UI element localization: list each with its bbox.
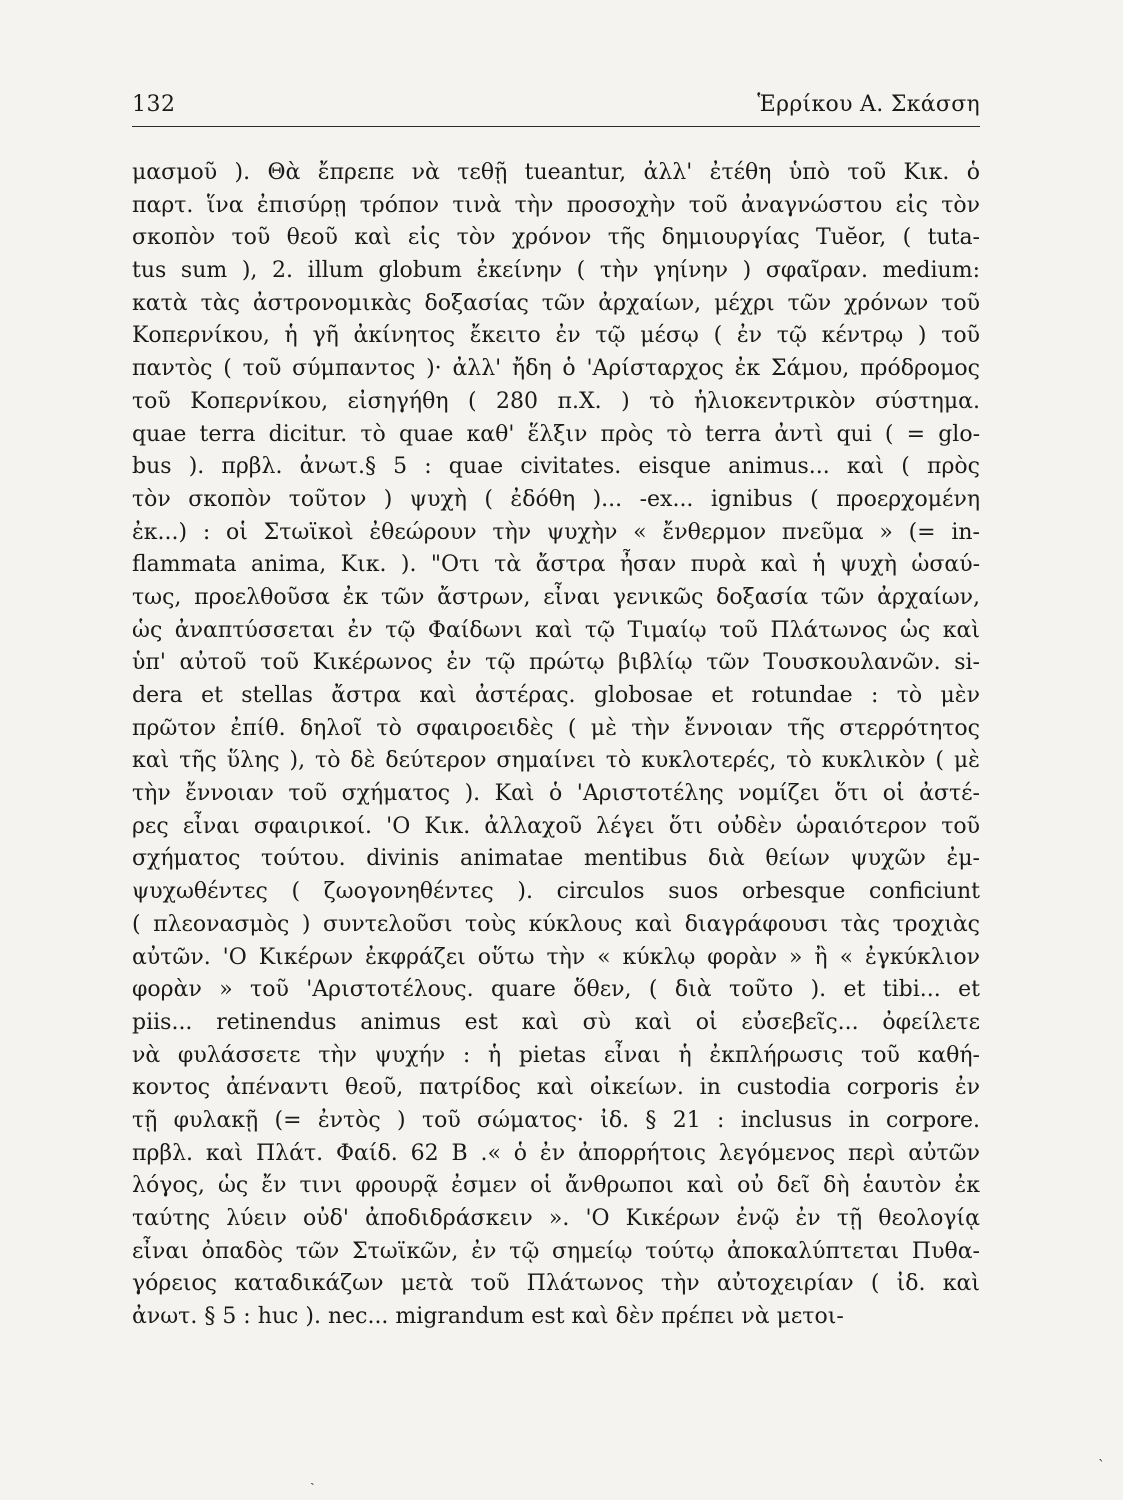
- text-line: εἶναι ὀπαδὸς τῶν Στωϊκῶν, ἐν τῷ σημείῳ τούτῳ ἀποκαλύπτεται Πυθα-: [132, 1238, 980, 1264]
- text-line: νὰ φυλάσσετε τὴν ψυχήν : ἡ pietas εἶναι ἡ ἐκπλήρωσις τοῦ καθή-: [132, 1042, 980, 1068]
- header-rule: [132, 126, 980, 127]
- text-line: bus ). πρβλ. ἀνωτ.§ 5 : quae civitates. eisque animus... καὶ ( πρὸς: [132, 454, 980, 480]
- text-line: τὸν σκοπὸν τοῦτον ) ψυχὴ ( ἐδόθη )... -ex... ignibus ( προερχομένη: [132, 486, 980, 512]
- text-line: τως, προελθοῦσα ἐκ τῶν ἄστρων, εἶναι γενικῶς δοξασία τῶν ἀρχαίων,: [132, 584, 980, 610]
- text-line: τοῦ Κοπερνίκου, εἰσηγήθη ( 280 π.Χ. ) τὸ ἡλιοκεντρικὸν σύστημα.: [132, 388, 980, 414]
- body-text: [132, 157, 980, 1334]
- text-line: κατὰ τὰς ἀστρονομικὰς δοξασίας τῶν ἀρχαίων, μέχρι τῶν χρόνων τοῦ: [132, 290, 980, 316]
- text-line: flammata anima, Κικ. ). "Οτι τὰ ἄστρα ἦσαν πυρὰ καὶ ἡ ψυχὴ ὡσαύ-: [132, 552, 980, 578]
- text-line: ρες εἶναι σφαιρικοί. 'Ο Κικ. ἀλλαχοῦ λέγει ὅτι οὐδὲν ὡραιότερον τοῦ: [132, 813, 980, 839]
- scan-speck-icon: ˋ: [1098, 1458, 1105, 1474]
- text-line: dera et stellas ἄστρα καὶ ἀστέρας. globosae et rotundae : τὸ μὲν: [132, 683, 980, 708]
- text-line: μασμοῦ ). Θὰ ἔπρεπε νὰ τεθῇ tueantur, ἀλλ' ἐτέθη ὑπὸ τοῦ Κικ. ὁ: [132, 160, 980, 185]
- text-line: ἀνωτ. § 5 : huc ). nec... migrandum est καὶ δὲν πρέπει νὰ μετοι-: [132, 1304, 844, 1330]
- text-line: λόγος, ὡς ἔν τινι φρουρᾷ ἐσμεν οἱ ἄνθρωποι καὶ οὐ δεῖ δὴ ἑαυτὸν ἐκ: [132, 1173, 980, 1199]
- page-header: [132, 88, 980, 122]
- text-line: τῇ φυλακῇ (= ἐντὸς ) τοῦ σώματος· ἰδ. § 21 : inclusus in corpore.: [132, 1107, 980, 1133]
- text-line: σκοπὸν τοῦ θεοῦ καὶ εἰς τὸν χρόνον τῆς δημιουργίας Tuĕor, ( tuta-: [132, 225, 980, 251]
- text-line: ἐκ...) : οἱ Στωϊκοὶ ἐθεώρουν τὴν ψυχὴν « ἔνθερμον πνεῦμα » (= in-: [132, 519, 980, 545]
- text-line: piis... retinendus animus est καὶ σὺ καὶ οἱ εὐσεβεῖς... ὀφείλετε: [132, 1009, 980, 1035]
- text-line: πρβλ. καὶ Πλάτ. Φαίδ. 62 Β .« ὁ ἐν ἀπορρήτοις λεγόμενος περὶ αὐτῶν: [132, 1140, 980, 1166]
- text-line: ὡς ἀναπτύσσεται ἐν τῷ Φαίδωνι καὶ τῷ Τιμαίῳ τοῦ Πλάτωνος ὡς καὶ: [132, 617, 980, 643]
- running-head: Ἑρρίκου Α. Σκάσση: [757, 92, 980, 117]
- text-line: ( πλεονασμὸς ) συντελοῦσι τοὺς κύκλους καὶ διαγράφουσι τὰς τροχιὰς: [132, 911, 980, 937]
- text-line: κοντος ἀπέναντι θεοῦ, πατρίδος καὶ οἰκείων. in custodia corporis ἐν: [132, 1075, 980, 1101]
- text-line: quae terra dicitur. τὸ quae καθ' ἕλξιν πρὸς τὸ terra ἀντὶ qui ( = glo-: [132, 421, 980, 447]
- scan-speck-icon: ˏ: [310, 1470, 315, 1486]
- text-line: ὑπ' αὐτοῦ τοῦ Κικέρωνος ἐν τῷ πρώτῳ βιβλίῳ τῶν Τουσκουλανῶν. si-: [132, 650, 980, 676]
- text-line: πρῶτον ἐπίθ. δηλοῖ τὸ σφαιροειδὲς ( μὲ τὴν ἔννοιαν τῆς στερρότητος: [132, 715, 980, 741]
- text-line: τὴν ἔννοιαν τοῦ σχήματος ). Καὶ ὁ 'Αριστοτέλης νομίζει ὅτι οἱ ἀστέ-: [132, 781, 980, 807]
- text-line: ταύτης λύειν οὐδ' ἀποδιδράσκειν ». 'Ο Κικέρων ἐνῷ ἐν τῇ θεολογίᾳ: [132, 1206, 980, 1231]
- text-line: καὶ τῆς ὕλης ), τὸ δὲ δεύτερον σημαίνει τὸ κυκλοτερές, τὸ κυκλικὸν ( μὲ: [132, 748, 980, 774]
- text-line: αὐτῶν. 'Ο Κικέρων ἐκφράζει οὕτω τὴν « κύκλῳ φορὰν » ἢ « ἐγκύκλιον: [132, 944, 980, 970]
- text-line: tus sum ), 2. illum globum ἐκείνην ( τὴν γηίνην ) σφαῖραν. medium:: [132, 258, 980, 284]
- text-line: Κοπερνίκου, ἡ γῆ ἀκίνητος ἔκειτο ἐν τῷ μέσῳ ( ἐν τῷ κέντρῳ ) τοῦ: [132, 323, 980, 349]
- text-line: σχήματος τούτου. divinis animatae mentibus διὰ θείων ψυχῶν ἐμ-: [132, 846, 980, 872]
- text-line: φορὰν » τοῦ 'Αριστοτέλους. quare ὅθεν, ( διὰ τοῦτο ). et tibi... et: [132, 977, 980, 1003]
- text-line: γόρειος καταδικάζων μετὰ τοῦ Πλάτωνος τὴν αὐτοχειρίαν ( ἰδ. καὶ: [132, 1271, 980, 1297]
- text-line: ψυχωθέντες ( ζωογονηθέντες ). circulos suos orbesque conficiunt: [132, 879, 980, 905]
- page-number: 132: [132, 92, 176, 117]
- text-line: παρτ. ἵνα ἐπισύρῃ τρόπον τινὰ τὴν προσοχὴν τοῦ ἀναγνώστου εἰς τὸν: [132, 192, 980, 218]
- text-line: παντὸς ( τοῦ σύμπαντος )· ἀλλ' ἤδη ὁ 'Αρίσταρχος ἐκ Σάμου, πρόδρομος: [132, 356, 980, 382]
